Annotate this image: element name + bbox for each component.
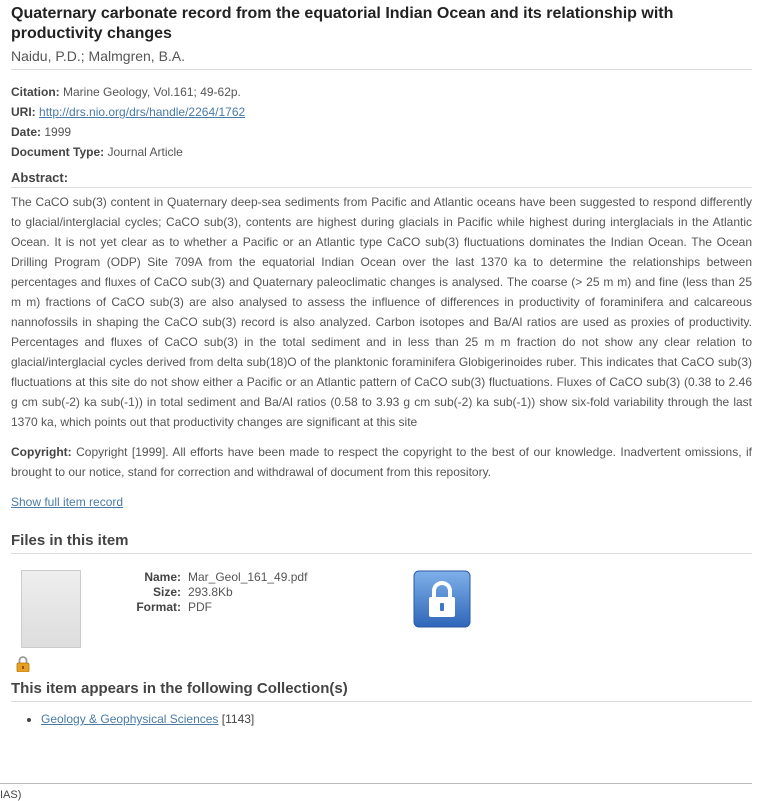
padlock-icon: [16, 656, 30, 672]
copyright-block: [11, 442, 752, 482]
uri-link[interactable]: http://drs.nio.org/drs/handle/2264/1762: [39, 105, 246, 119]
collection-link[interactable]: Geology & Geophysical Sciences: [41, 712, 219, 726]
collections-list: [11, 710, 752, 728]
file-name-row: [111, 570, 307, 585]
collection-item: [41, 710, 752, 728]
date-value: 1999: [44, 125, 72, 139]
file-format-value: PDF: [188, 600, 212, 614]
collections-heading: This item appears in the following Collection(s): [11, 680, 752, 702]
show-full-record: [11, 492, 752, 512]
uri-label: URI:: [11, 105, 36, 119]
collection-count: [1143]: [221, 712, 255, 726]
show-full-record-link[interactable]: Show full item record: [11, 495, 124, 509]
file-format-row: [111, 600, 307, 615]
citation-label: Citation:: [11, 85, 60, 99]
item-authors: Naidu, P.D.; Malmgren, B.A.: [11, 47, 752, 70]
item-metadata: [11, 82, 752, 162]
date-row: [11, 122, 752, 142]
copyright-text: Copyright [1999]. All efforts have been made to respect the copyright to the best of our knowledge. Inadvertent omissions, if brought to our notice, stand for correction and withdrawal of document from this repository.: [11, 445, 752, 479]
file-size-row: [111, 585, 307, 600]
file-size-value: 293.8Kb: [188, 585, 233, 599]
citation-value: Marine Geology, Vol.161; 49-62p.: [63, 85, 241, 99]
doctype-label: Document Type:: [11, 145, 105, 159]
file-name-label: Name:: [144, 570, 181, 584]
abstract-heading: Abstract:: [11, 170, 752, 188]
abstract-text: The CaCO sub(3) content in Quaternary deep-sea sediments from Pacific and Atlantic oceans have been suggested to respond differently to glacial/interglacial cycles; CaCO sub(3), contents are highest during glacials in Pacific while highest during interglacials in the Atlantic Ocean. It is not yet clear as to whether a Pacific or an Atlantic type CaCO sub(3) fluctuations dominates the Indian Ocean. The Ocean Drilling Program (ODP) Site 709A from the equatorial Indian Ocean over the last 1370 ka to determine the relationships between percentages and fluxes of CaCO sub(3) and Quaternary paleoclimatic changes is analysed. The coarse (> 25 m m) and fine (less than 25 m m) fractions of CaCO sub(3) are also analysed to assess the influence of differences in productivity of foraminifera and calcareous nannofossils in shaping the CaCO sub(3) record is also analyzed. Carbon isotopes and Ba/Al ratios are used as proxies of productivity. Percentages and fluxes of CaCO sub(3) in the total sediment and in less than 25 m m fraction do not show any clear relation to glacial/interglacial cycles derived from delta sub(18)O of the planktonic foraminifera Globigerinoides ruber. This indicates that CaCO sub(3) fluctuations at this site do not show either a Pacific or an Atlantic pattern of CaCO sub(3) fluctuations. Fluxes of CaCO sub(3) (0.38 to 2.46 g cm sub(-2) ka sub(-1)) in total sediment and Ba/Al ratios (0.58 to 3.93 g cm sub(-2) ka sub(-1)) show six-fold variability through the last 1370 ka, which points out that productivity changes are significant at this site: [11, 195, 752, 429]
file-metadata: [111, 570, 307, 615]
file-size-label: Size:: [152, 585, 181, 599]
doctype-value: Journal Article: [107, 145, 183, 159]
files-heading: Files in this item: [11, 532, 752, 554]
item-page: [11, 4, 752, 728]
citation-row: [11, 82, 752, 102]
footer-text: IAS): [0, 789, 22, 801]
uri-row: [11, 102, 752, 122]
date-label: Date:: [11, 125, 42, 139]
footer-divider: [0, 783, 752, 784]
files-section: [11, 560, 752, 680]
restricted-access-lock-icon[interactable]: [413, 570, 471, 628]
file-format-label: Format:: [136, 600, 181, 614]
item-title: Quaternary carbonate record from the equatorial Indian Ocean and its relationship with productivity changes: [11, 5, 674, 42]
doctype-row: [11, 142, 752, 162]
copyright-label: Copyright:: [11, 445, 72, 459]
file-name-value: Mar_Geol_161_49.pdf: [188, 570, 308, 584]
document-thumbnail-icon[interactable]: [21, 570, 81, 648]
